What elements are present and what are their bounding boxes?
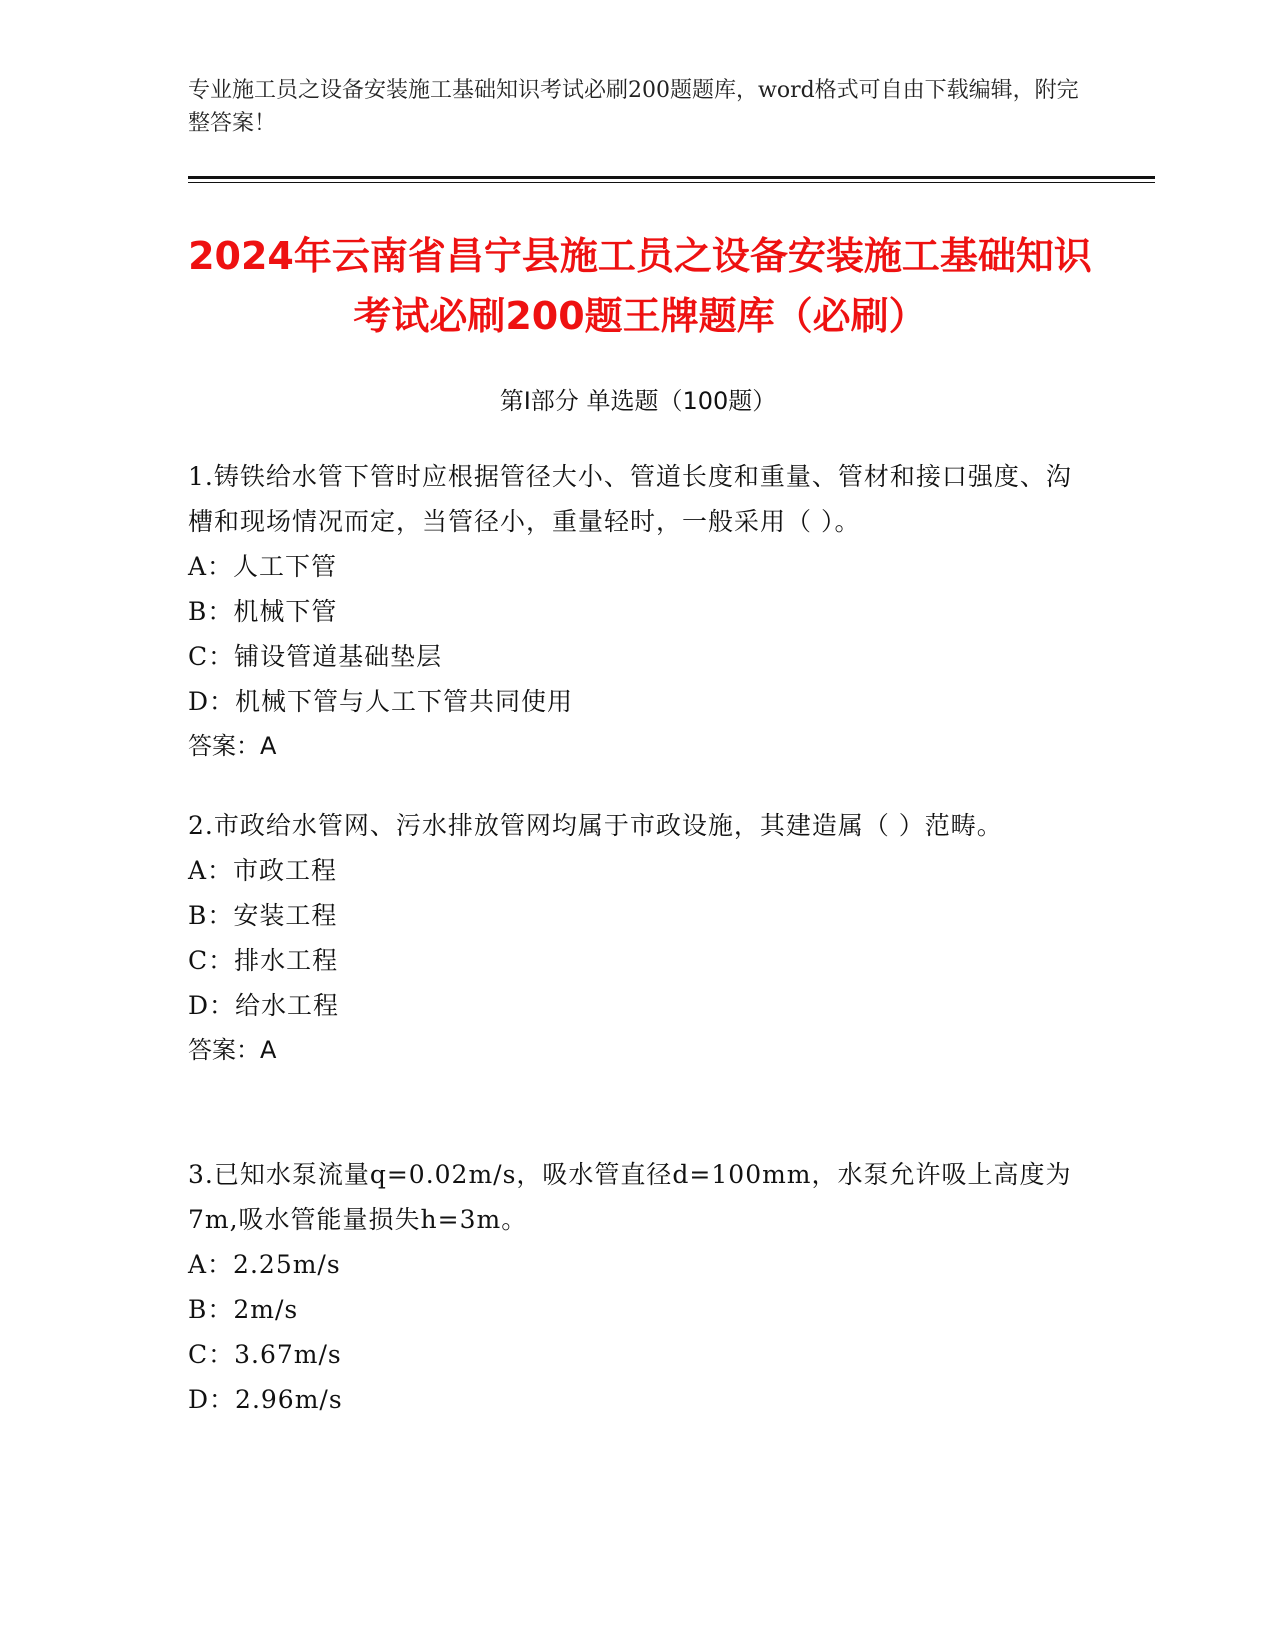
header-note: 专业施工员之设备安装施工基础知识考试必刷200题题库，word格式可自由下载编辑，附完整答案！ (188, 78, 1079, 136)
question-3 (188, 1152, 1088, 1422)
option-d: D：机械下管与人工下管共同使用 (188, 687, 574, 716)
header-divider-thin (188, 182, 1155, 183)
option-b: B：机械下管 (188, 597, 338, 626)
option-a: A：人工下管 (188, 552, 338, 581)
option-c: C：排水工程 (188, 946, 339, 975)
option-b: B：安装工程 (188, 901, 338, 930)
question-2 (188, 803, 1088, 1073)
question-stem: 1.铸铁给水管下管时应根据管径大小、管道长度和重量、管材和接口强度、沟槽和现场情况而定，当管径小，重量轻时，一般采用（ ）。 (188, 462, 1072, 536)
option-a: A：市政工程 (188, 856, 338, 885)
option-d: D：给水工程 (188, 991, 340, 1020)
option-a: A：2.25m/s (188, 1250, 341, 1279)
option-d: D：2.96m/s (188, 1385, 343, 1414)
header-divider-thick (188, 176, 1155, 179)
document-title: 2024年云南省昌宁县施工员之设备安装施工基础知识考试必刷200题王牌题库（必刷） (188, 234, 1092, 338)
question-1 (188, 454, 1088, 769)
answer: 答案：A (188, 1036, 277, 1064)
answer: 答案：A (188, 732, 277, 760)
section-title: 第I部分 单选题（100题） (499, 387, 777, 415)
option-c: C：铺设管道基础垫层 (188, 642, 443, 671)
option-c: C：3.67m/s (188, 1340, 342, 1369)
question-stem: 2.市政给水管网、污水排放管网均属于市政设施，其建造属（ ）范畴。 (188, 811, 1003, 840)
question-stem: 3.已知水泵流量q=0.02m/s，吸水管直径d=100mm，水泵允许吸上高度为7m,吸水管能量损失h=3m。 (188, 1160, 1072, 1234)
option-b: B：2m/s (188, 1295, 299, 1324)
